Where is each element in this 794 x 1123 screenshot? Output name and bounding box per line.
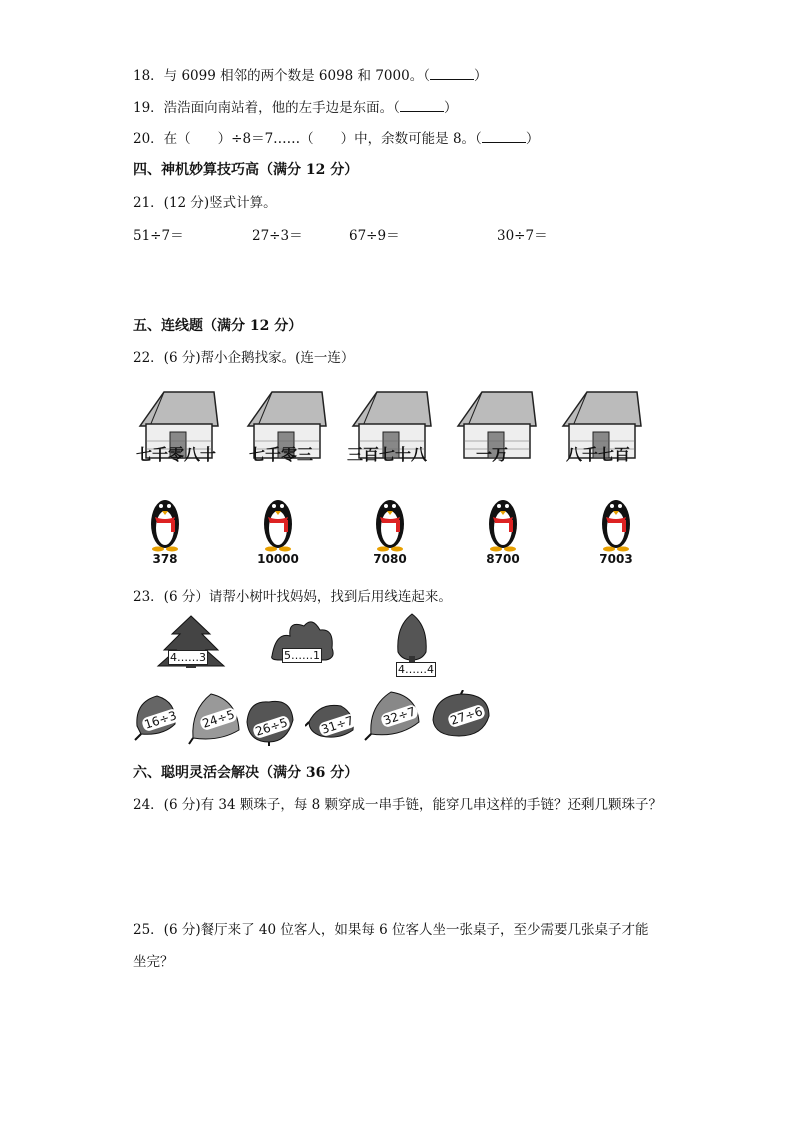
question-21: 21．(12 分)竖式计算。 [133, 195, 277, 211]
leaf-label: 32÷7 [381, 704, 418, 728]
penguin-icon [483, 490, 523, 552]
house-label: 八千七百 [565, 445, 630, 464]
house-label: 一万 [475, 445, 508, 464]
calc-item: 30÷7＝ [497, 228, 548, 244]
question-23: 23．(6 分）请帮小树叶找妈妈，找到后用线连起来。 [133, 589, 452, 605]
question-19: 19．浩浩面向南站着，他的左手边是东面。（ ） [133, 100, 458, 116]
penguin-number: 7003 [599, 552, 633, 566]
house-label: 三百七十八 [346, 445, 427, 464]
penguin-icon [258, 490, 298, 552]
section-5-heading: 五、连线题（满分 12 分） [133, 318, 303, 334]
question-18: 18．与 6099 相邻的两个数是 6098 和 7000。（ ） [133, 68, 488, 84]
tree-label: 4……4 [398, 663, 434, 676]
tree-label: 4……3 [170, 651, 206, 664]
penguin-number: 7080 [373, 552, 407, 566]
house-label: 七千零八十 [135, 445, 216, 464]
section-6-heading: 六、聪明灵活会解决（满分 36 分） [133, 765, 359, 781]
answer-blank[interactable] [482, 130, 526, 143]
leaf-label: 31÷7 [319, 713, 356, 737]
leaf-label: 26÷5 [253, 715, 290, 739]
calc-item: 27÷3＝ [252, 228, 303, 244]
question-25-continued: 坐完？ [133, 954, 174, 970]
question-25: 25．(6 分)餐厅来了 40 位客人，如果每 6 位客人坐一张桌子，至少需要几张桌子才能 [133, 922, 649, 938]
answer-blank[interactable] [400, 99, 444, 112]
calc-item: 51÷7＝ [133, 228, 184, 244]
calc-item: 67÷9＝ [349, 228, 400, 244]
question-22: 22．(6 分)帮小企鹅找家。(连一连） [133, 350, 355, 366]
leaf-label: 24÷5 [200, 707, 237, 731]
answer-blank[interactable] [430, 67, 474, 80]
house-label: 七千零三 [248, 445, 313, 464]
penguin-number: 378 [152, 552, 178, 566]
penguin-number: 8700 [486, 552, 520, 566]
poplar-tree-icon [392, 612, 432, 668]
penguin-number: 10000 [257, 552, 299, 566]
question-20: 20．在（ ）÷8＝7……（ ）中，余数可能是 8。（ ） [133, 131, 540, 147]
question-24: 24．(6 分)有 34 颗珠子，每 8 颗穿成一串手链，能穿几串这样的手链？还剩几颗珠子？ [133, 797, 663, 813]
tree-label: 5……1 [284, 649, 320, 662]
penguin-icon [596, 490, 636, 552]
penguin-icon [145, 490, 185, 552]
leaf-label: 16÷3 [142, 708, 179, 732]
leaf-label: 27÷6 [448, 704, 485, 728]
section-4-heading: 四、神机妙算技巧高（满分 12 分） [133, 162, 359, 178]
penguin-icon [370, 490, 410, 552]
